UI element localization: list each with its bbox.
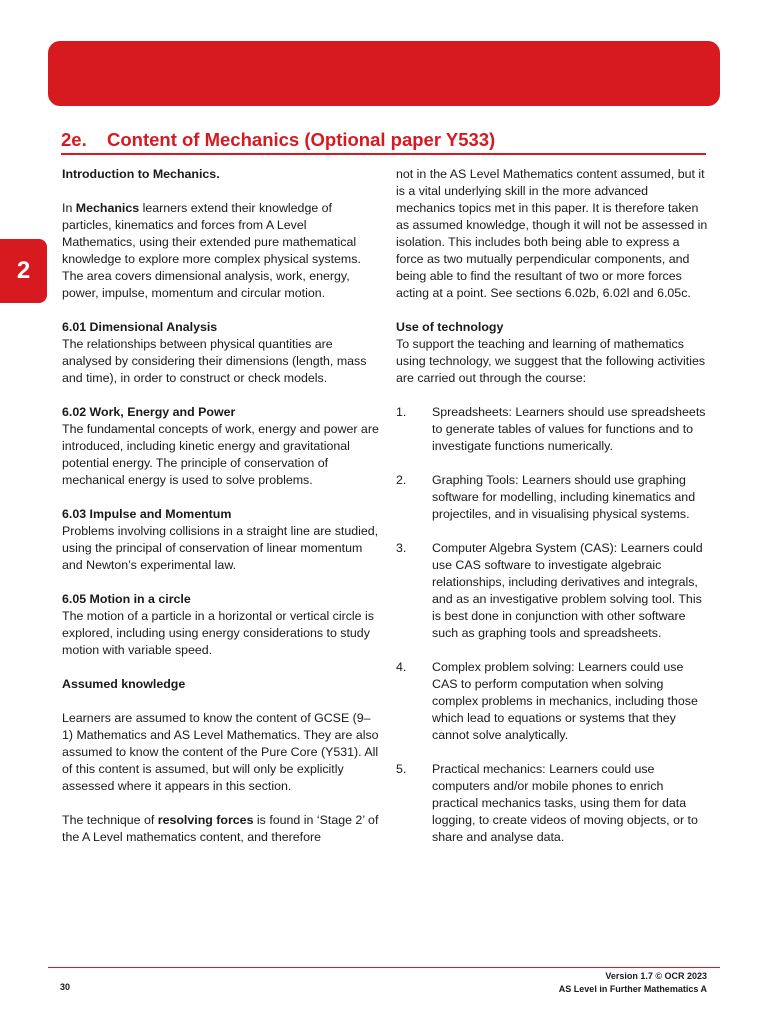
section-6-01 — [62, 319, 380, 387]
intro-title: Introduction to Mechanics. — [62, 167, 220, 181]
list-item — [396, 472, 708, 523]
intro-paragraph — [62, 200, 380, 302]
technology-list — [396, 404, 708, 846]
resolving-bold: resolving forces — [157, 813, 254, 827]
list-item — [396, 659, 708, 744]
right-column — [396, 166, 708, 863]
technology-intro: To support the teaching and learning of mathematics using technology, we suggest that the following activities are carried out through the course: — [396, 337, 706, 385]
section-6-03-title: 6.03 Impulse and Momentum — [62, 507, 232, 521]
resolving-text-b: is found in ‘Stage 2’ of the A Level mathematics content, and therefore — [62, 813, 379, 844]
page-number: 30 — [60, 982, 71, 992]
intro-text-b: learners extend their knowledge of particles, kinematics and forces from A Level Mathematics, using their extended pure mathematical knowledge to explore more complex physical systems. The area covers dimensional analysis, work, energy, power, impulse, momentum and circular motion. — [62, 201, 361, 300]
resolving-text-a: The technique of — [62, 813, 158, 827]
section-tab: 2 — [0, 239, 47, 303]
section-6-01-text: The relationships between physical quantities are analysed by considering their dimensions (length, mass and time), in order to construct or check models. — [62, 337, 367, 385]
header-banner — [48, 41, 720, 106]
left-column — [62, 166, 380, 846]
footer-info — [559, 970, 707, 996]
section-6-01-title: 6.01 Dimensional Analysis — [62, 320, 218, 334]
heading-rule — [61, 153, 706, 155]
section-6-02-text: The fundamental concepts of work, energy and power are introduced, including kinetic energy and gravitational potential energy. The principle of conservation of mechanical energy is used to solve problems. — [62, 422, 379, 487]
intro-bold-mechanics: Mechanics — [75, 201, 140, 215]
section-6-05 — [62, 591, 380, 659]
list-text: Graphing Tools: Learners should use graphing software for modelling, including kinematics and projectiles, and in visualising physical systems. — [432, 473, 696, 521]
qualification-text: AS Level in Further Mathematics A — [558, 984, 707, 994]
section-number: 2e. — [61, 129, 87, 150]
section-6-03 — [62, 506, 380, 574]
section-title: Content of Mechanics (Optional paper Y533) — [107, 129, 496, 150]
list-item — [396, 540, 708, 642]
section-6-03-text: Problems involving collisions in a straight line are studied, using the principal of conservation of linear momentum and Newton’s experimental law. — [62, 524, 379, 572]
list-text: Computer Algebra System (CAS): Learners could use CAS software to investigate algebraic relationships, including derivatives and integrals, and as an investigative problem solving tool. This is best done in conjunction with other software such as graphing tools and spreadsheets. — [432, 541, 703, 640]
section-6-02-title: 6.02 Work, Energy and Power — [62, 405, 236, 419]
technology-title: Use of technology — [396, 320, 504, 334]
list-text: Practical mechanics: Learners could use computers and/or mobile phones to enrich practical mechanics tasks, using them for data logging, to create videos of moving objects, or to share and analyse data. — [432, 762, 698, 844]
list-number: 3. — [396, 541, 407, 555]
assumed-knowledge-title: Assumed knowledge — [62, 677, 186, 691]
footer-rule — [48, 967, 720, 968]
list-number: 4. — [396, 660, 407, 674]
list-number: 2. — [396, 473, 407, 487]
list-number: 1. — [396, 405, 407, 419]
intro-text-a: In — [62, 201, 76, 215]
section-6-05-title: 6.05 Motion in a circle — [62, 592, 191, 606]
page-title — [61, 127, 705, 153]
section-6-05-text: The motion of a particle in a horizontal or vertical circle is explored, including using energy considerations to study motion with variable speed. — [62, 609, 374, 657]
section-6-02 — [62, 404, 380, 489]
resolving-forces-paragraph — [62, 812, 380, 846]
assumed-knowledge-paragraph: Learners are assumed to know the content of GCSE (9–1) Mathematics and AS Level Mathematics. They are also assumed to know the content of the Pure Core (Y531). All of this content is assumed, but will only be explicitly assessed where it appears in this section. — [62, 711, 379, 793]
list-number: 5. — [396, 762, 407, 776]
version-text: Version 1.7 © OCR 2023 — [605, 971, 707, 981]
list-item — [396, 761, 708, 846]
continued-paragraph: not in the AS Level Mathematics content assumed, but it is a vital underlying skill in the more advanced mechanics topics met in this paper. It is therefore taken as assumed knowledge, though it will not be assessed in isolation. This includes both being able to express a force as two mutually perpendicular components, and being able to find the resultant of two or more forces acting at a point. See sections 6.02b, 6.02l and 6.05c. — [396, 167, 708, 300]
list-text: Complex problem solving: Learners could use CAS to perform computation when solving complex problems in mechanics, including those which lead to equations or systems that they cannot solve analytically. — [432, 660, 698, 742]
list-item — [396, 404, 708, 455]
list-text: Spreadsheets: Learners should use spreadsheets to generate tables of values for functions and to investigate functions numerically. — [432, 405, 706, 453]
